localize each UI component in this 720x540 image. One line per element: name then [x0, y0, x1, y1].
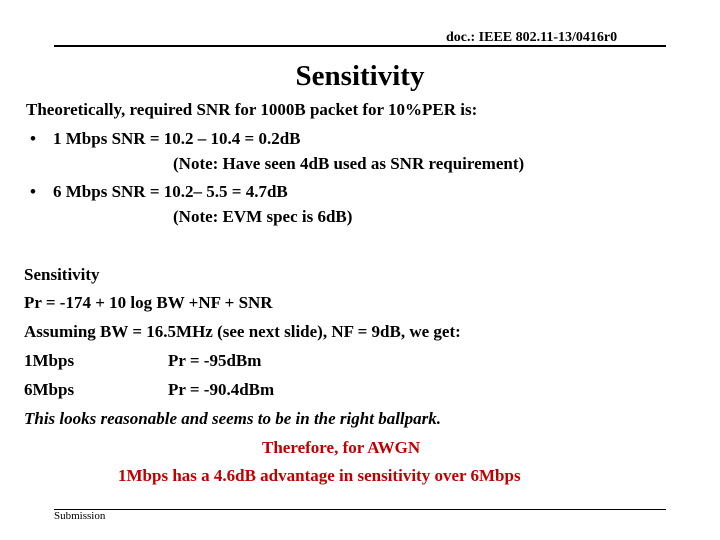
row-value-1mbps: Pr = -95dBm [168, 351, 262, 370]
row-value-6mbps: Pr = -90.4dBm [168, 380, 275, 399]
bullet-marker: • [30, 182, 36, 201]
section-heading: Sensitivity [24, 265, 100, 284]
bullet-1mbps-snr: 1 Mbps SNR = 10.2 – 10.4 = 0.2dB [53, 129, 301, 148]
conclusion-line-2: 1Mbps has a 4.6dB advantage in sensitivity over 6Mbps [118, 466, 521, 485]
row-rate-6mbps: 6Mbps [24, 380, 75, 399]
header-rule [54, 45, 666, 47]
remark-text: This looks reasonable and seems to be in the right ballpark. [24, 409, 442, 428]
sensitivity-formula: Pr = -174 + 10 log BW +NF + SNR [24, 293, 273, 312]
bullet-1mbps-note: (Note: Have seen 4dB used as SNR requirement) [173, 154, 525, 173]
row-rate-1mbps: 1Mbps [24, 351, 75, 370]
footer-label: Submission [54, 510, 106, 522]
bullet-6mbps-note: (Note: EVM spec is 6dB) [173, 207, 353, 226]
bullet-marker: • [30, 129, 36, 148]
intro-text: Theoretically, required SNR for 1000B packet for 10%PER is: [26, 100, 478, 119]
document-id: doc.: IEEE 802.11-13/0416r0 [446, 30, 618, 45]
conclusion-line-1: Therefore, for AWGN [262, 438, 421, 457]
footer-rule [54, 509, 666, 510]
assumption-text: Assuming BW = 16.5MHz (see next slide), NF = 9dB, we get: [24, 322, 461, 341]
page-title: Sensitivity [295, 60, 425, 92]
bullet-6mbps-snr: 6 Mbps SNR = 10.2– 5.5 = 4.7dB [53, 182, 288, 201]
